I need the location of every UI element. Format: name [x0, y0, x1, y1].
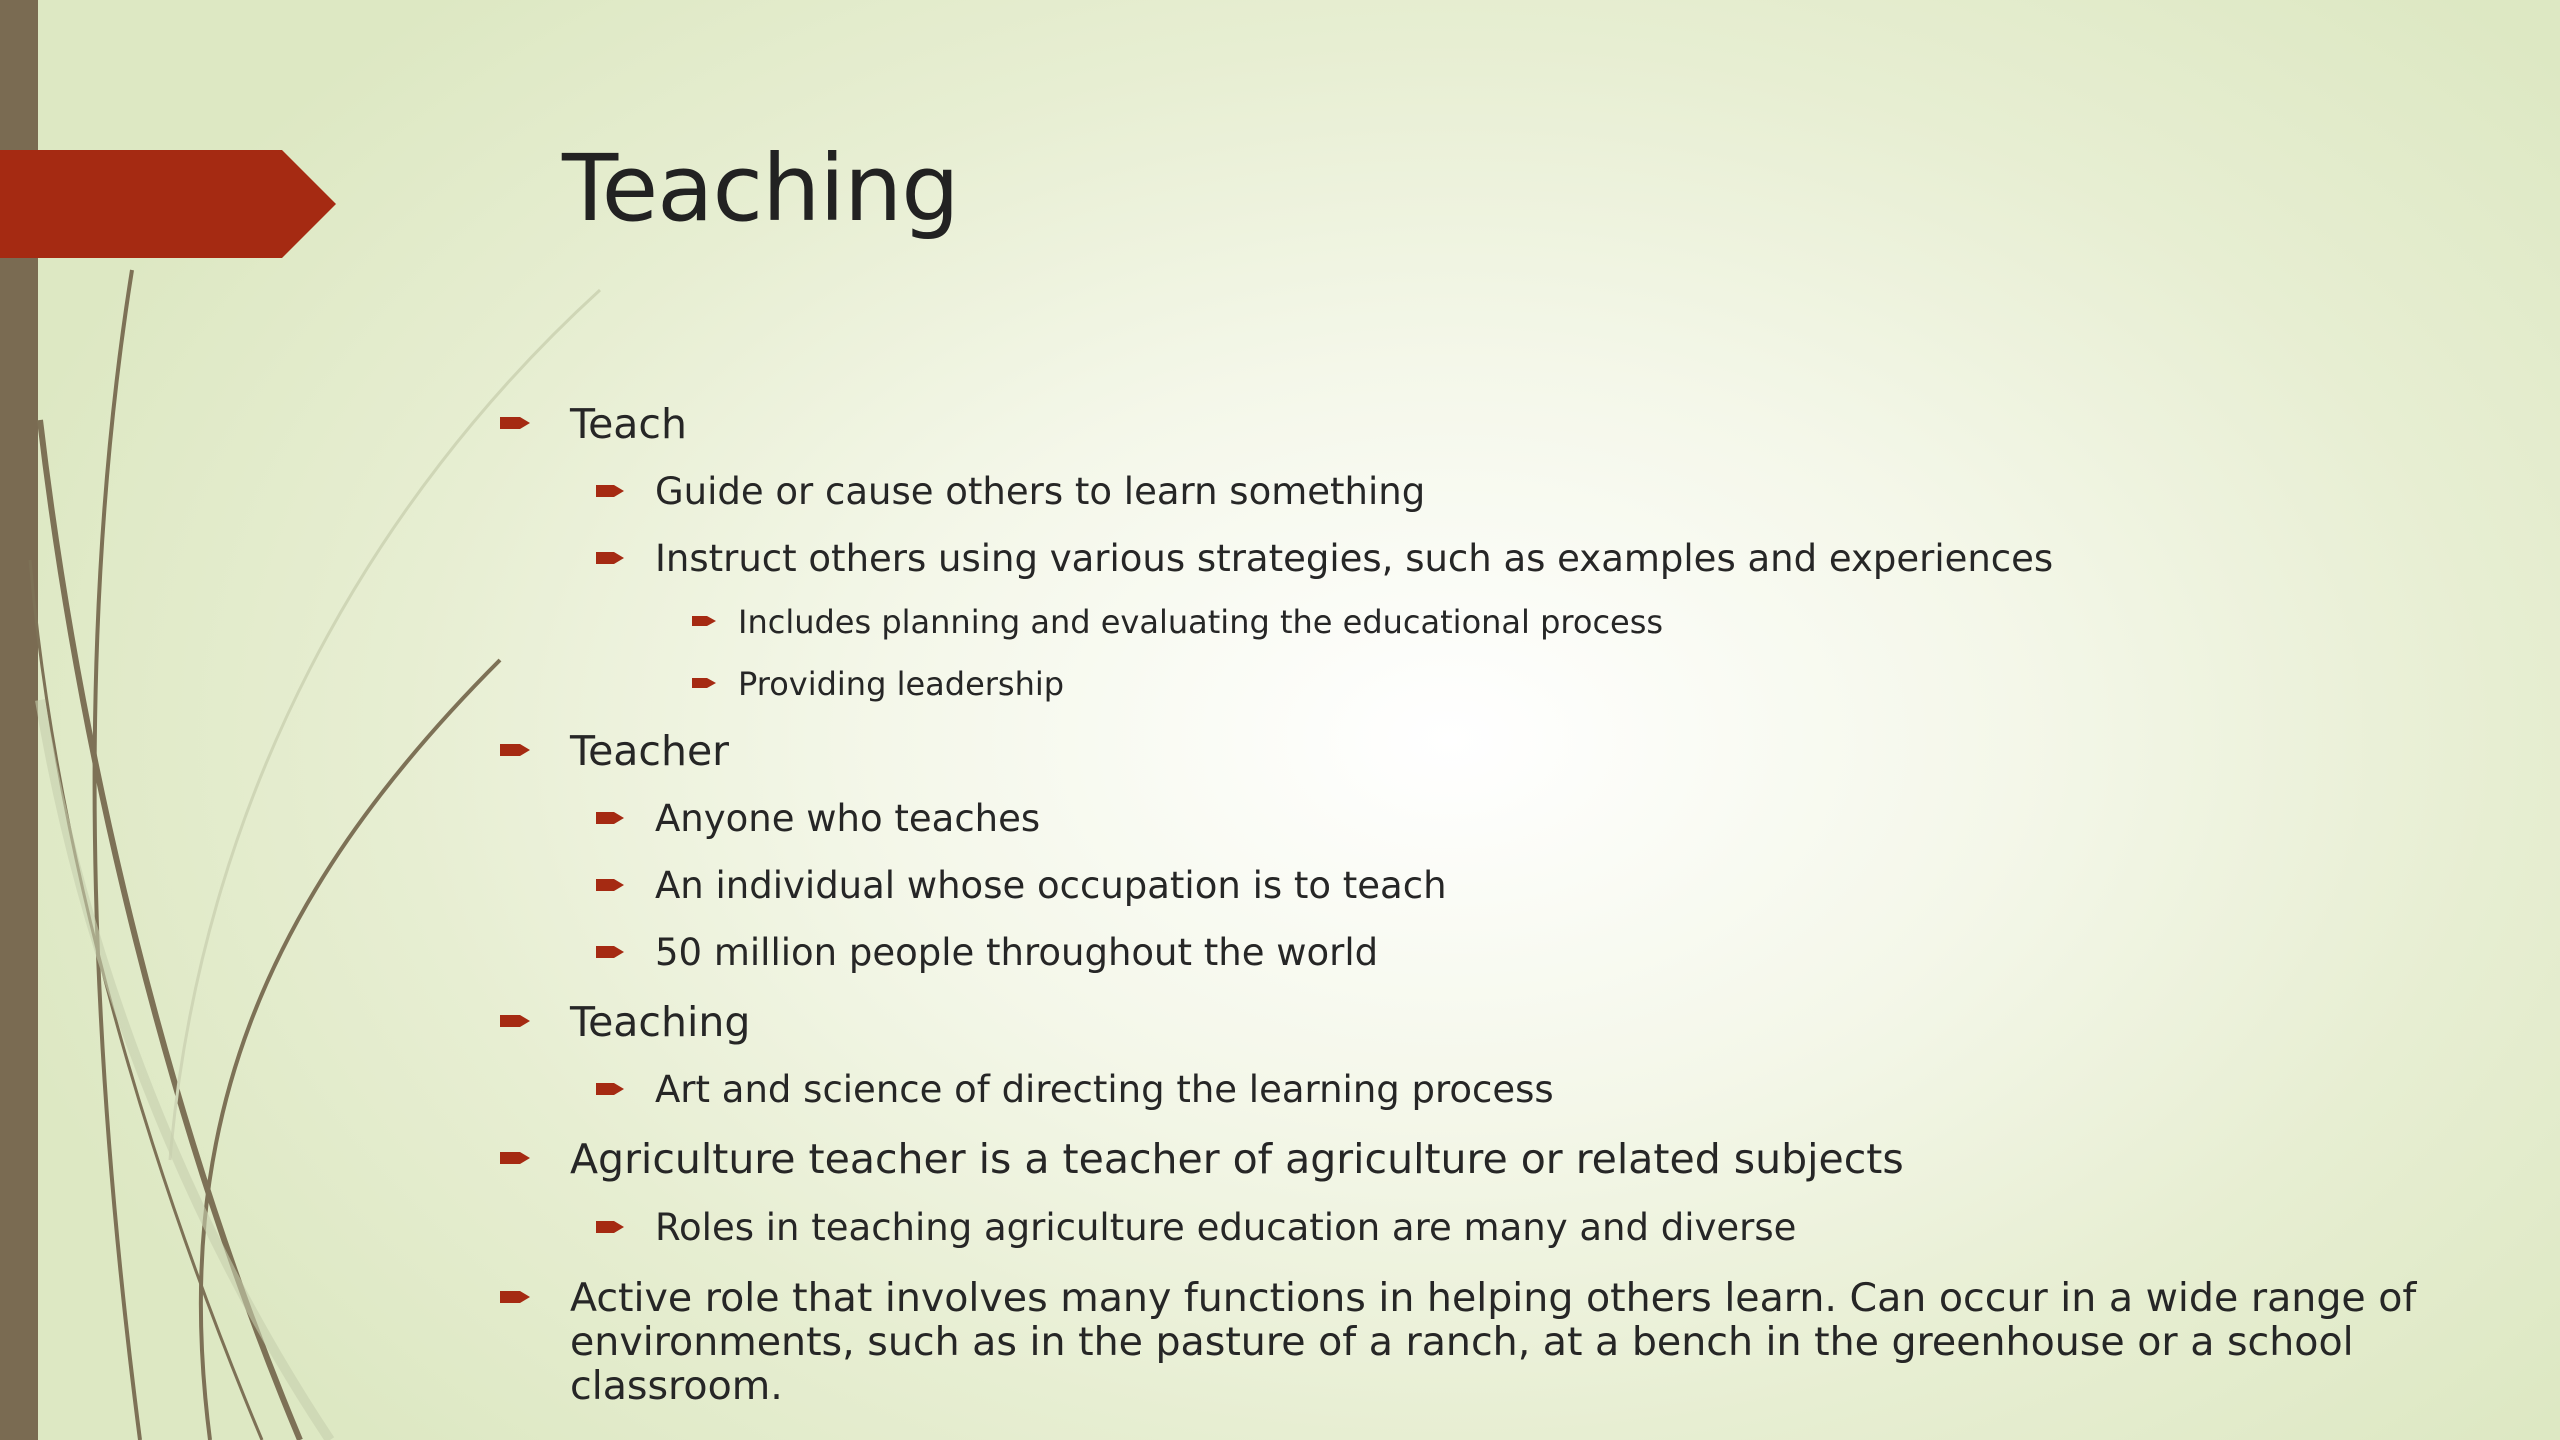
bullet-text: An individual whose occupation is to teach: [655, 864, 1447, 907]
bullet-text: Guide or cause others to learn something: [655, 470, 1426, 513]
arrow-right-icon: [596, 877, 626, 893]
bullet-text: Anyone who teaches: [655, 797, 1041, 840]
arrow-right-icon: [596, 550, 626, 566]
arrow-right-icon: [596, 944, 626, 960]
arrow-right-icon: [500, 1012, 532, 1030]
bullet-text: Instruct others using various strategies, such as examples and experiences: [655, 537, 2054, 580]
arrow-right-icon: [596, 1219, 626, 1235]
arrow-right-icon: [500, 1149, 532, 1167]
arrow-right-icon: [500, 741, 532, 759]
bullet-text: Includes planning and evaluating the educational process: [738, 603, 1664, 641]
slide-title: Teaching: [562, 135, 959, 242]
bullet-text: 50 million people throughout the world: [655, 931, 1379, 974]
bullet-text: Teacher: [570, 727, 730, 775]
bullet-text: Agriculture teacher is a teacher of agriculture or related subjects: [570, 1135, 1904, 1183]
bullet-text: Teach: [570, 400, 687, 448]
arrow-right-icon: [596, 1081, 626, 1097]
bullet-text: Providing leadership: [738, 665, 1065, 703]
arrow-right-icon: [692, 676, 718, 690]
bullet-text: Active role that involves many functions in helping others learn. Can occur in a wide range of environments, such as in the pasture of a ranch, at a bench in the greenhouse or a school classroom.: [570, 1275, 2417, 1409]
arrow-right-icon: [500, 414, 532, 432]
arrow-right-icon: [596, 483, 626, 499]
arrow-right-icon: [692, 614, 718, 628]
arrow-right-icon: [500, 1288, 532, 1306]
bullet-text: Art and science of directing the learning process: [655, 1068, 1554, 1111]
bullet-text: Roles in teaching agriculture education are many and diverse: [655, 1206, 1797, 1249]
arrow-right-icon: [596, 810, 626, 826]
bullet-text: Teaching: [570, 998, 751, 1046]
